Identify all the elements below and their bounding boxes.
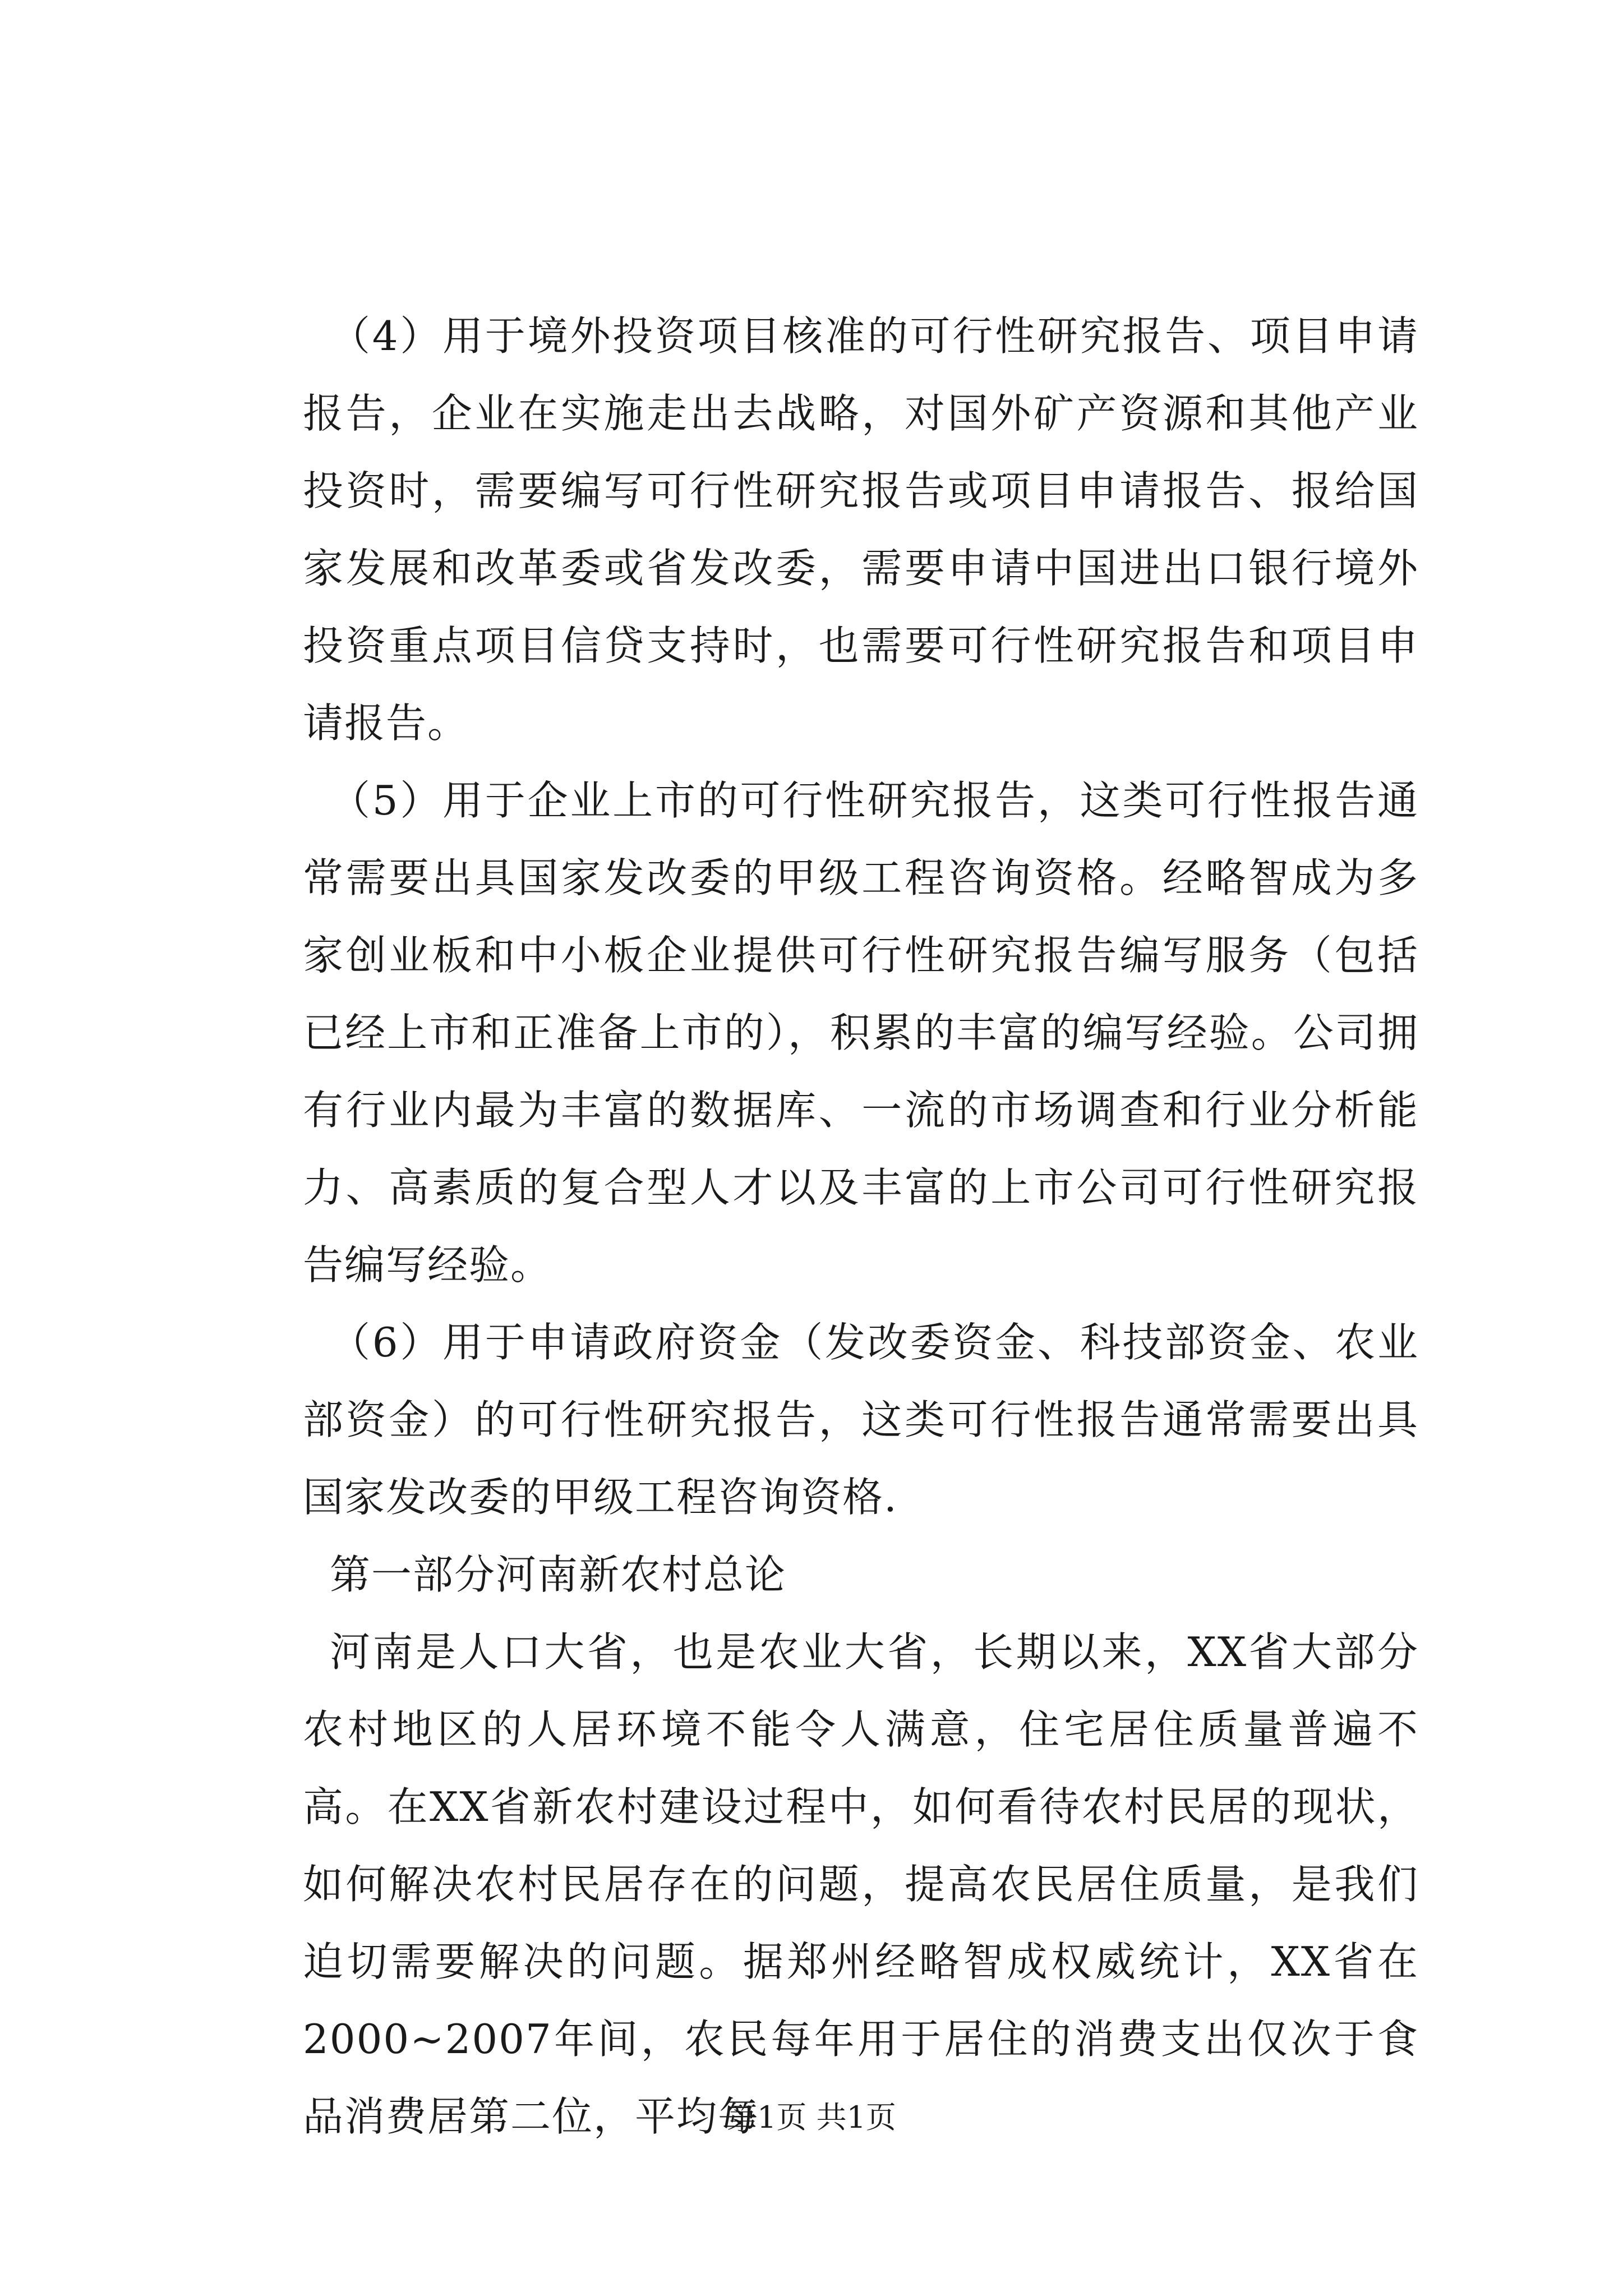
document-body bbox=[303, 297, 1419, 2155]
page-footer: 第1页 共1页 bbox=[727, 2100, 896, 2135]
paragraph-item-6: （6）用于申请政府资金（发改委资金、科技部资金、农业部资金）的可行性研究报告，这类可行性报告通常需要出具国家发改委的甲级工程咨询资格. bbox=[303, 1319, 1419, 1521]
section-heading: 第一部分河南新农村总论 bbox=[330, 1551, 787, 1598]
paragraph-henan-overview: 河南是人口大省，也是农业大省，长期以来，XX省大部分农村地区的人居环境不能令人满意，住宅居住质量普遍不高。在XX省新农村建设过程中，如何看待农村民居的现状，如何解决农村民居存在的问题，提高农民居住质量，是我们迫切需要解决的问题。据郑州经略智成权威统计，XX省在2000~2007年间，农民每年用于居住的消费支出仅次于食品消费居第二位，平均每 bbox=[303, 1628, 1419, 2140]
paragraph-item-4: （4）用于境外投资项目核准的可行性研究报告、项目申请报告，企业在实施走出去战略，对国外矿产资源和其他产业投资时，需要编写可行性研究报告或项目申请报告、报给国家发展和改革委或省发改委，需要申请中国进出口银行境外投资重点项目信贷支持时，也需要可行性研究报告和项目申请报告。 bbox=[303, 312, 1419, 747]
paragraph-item-5: （5）用于企业上市的可行性研究报告，这类可行性报告通常需要出具国家发改委的甲级工程咨询资格。经略智成为多家创业板和中小板企业提供可行性研究报告编写服务（包括已经上市和正准备上市的），积累的丰富的编写经验。公司拥有行业内最为丰富的数据库、一流的市场调查和行业分析能力、高素质的复合型人才以及丰富的上市公司可行性研究报告编写经验。 bbox=[303, 777, 1419, 1289]
